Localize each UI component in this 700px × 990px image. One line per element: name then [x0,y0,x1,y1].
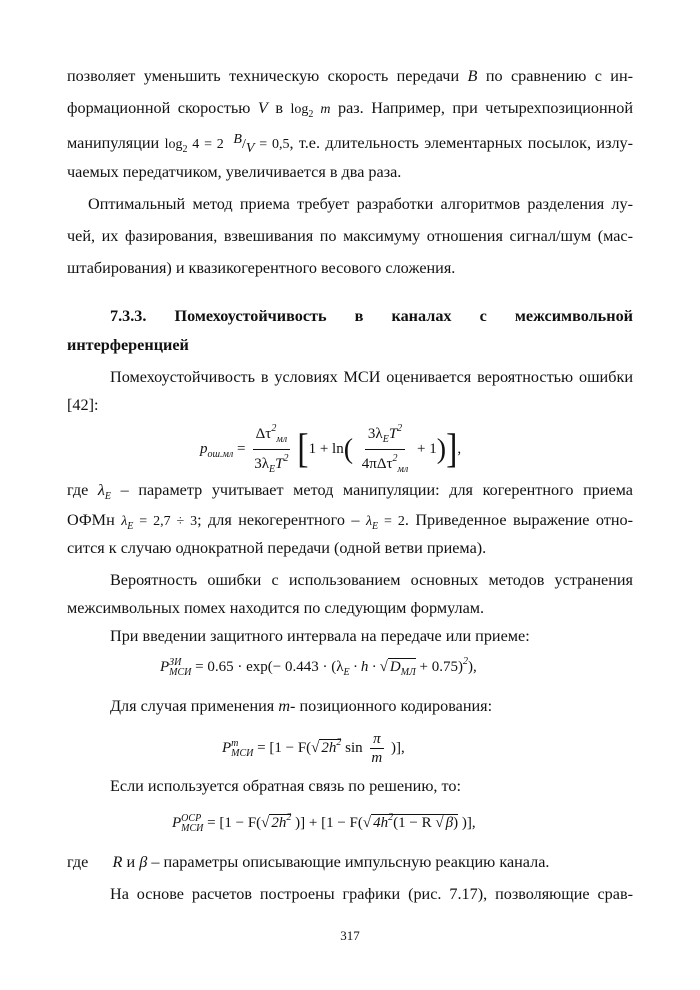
text-line: Оптимальный метод приема требует разработки алгоритмов разделения лу- [88,195,633,213]
text-line: Помехоустойчивость в условиях МСИ оценивается вероятностью ошибки [110,368,633,386]
text-line: Если используется обратная связь по решению, то: [110,777,461,795]
text-line: ОФМн $\lambda_E = 2,7 \div 3$; для некогерентного – $\lambda_E = 2$. Приведенное выражение отно- [67,511,633,532]
equation-positional-coding: P m МСИ = [1 − F(√ $2h^2$ sin $\frac{\pi}{m}$ )], [222,731,405,766]
inline-formula: $\log_2 4 = 2$ B/V = 0,5 [164,132,290,156]
text-line: сится к случаю однократной передачи (одной ветви приема). [67,539,487,557]
text-line: позволяет уменьшить техническую скорость передачи B по сравнению с ин- [67,67,634,85]
text-line: Вероятность ошибки с использованием основных методов устранения [110,571,633,589]
text-line: чаемых передатчиком, увеличивается в два раза. [67,163,402,181]
text-line: межсимвольных помех находится по следующим формулам. [67,599,485,617]
text-line: где R и β – параметры описывающие импульсную реакцию канала. [67,853,550,871]
section-heading: 7.3.3. Помехоустойчивость в каналах с межсимвольной [110,307,633,325]
text-line: манипуляции $\log_2 4 = 2$ B/V = 0,5, т.е. длительность элементарных посылок, излу- [67,132,634,156]
text-line: штабирования) и квазикогерентного весового сложения. [67,259,456,277]
text-line: формационной скоростью V в $\log_2 m$ раз. Например, при четырехпозиционной [67,99,634,120]
equation-decision-feedback: P ОСР МСИ = [1 − F(√ $2h^2$ )] + [1 − F(√ $4h^2(1 - R$ √ β) )], [172,812,476,834]
text-line: чей, их фазирования, взвешивания по максимуму отношения сигнал/шум (мас- [67,227,633,245]
text-line: Для случая применения m- позиционного кодирования: [110,697,493,715]
equation-error-probability: $p_{ош.мл}$ = $\frac{\Delta\tau^2_{мл}}{3\lambda_ET^2}$ [1 + ln( $\frac{3\lambda_ET^2}{4\pi\Delta\tau^2_{мл}}$ + 1)], [200,420,461,479]
equation-guard-interval: P ЗИ МСИ = $0.65 \cdot \exp(- 0.443 \cdot (\lambda_E \cdot h$ · √ $D_{МЛ} + 0.75)^2$), [160,656,477,678]
text-line: При введении защитного интервала на передаче или приеме: [110,627,530,645]
text-line: [42]: [67,396,99,414]
text-line: На основе расчетов построены графики (рис. 7.17), позволяющие срав- [110,885,633,903]
text-line: где $\lambda_E$ – параметр учитывает метод манипуляции: для когерентного приема [67,481,633,502]
page-number: 317 [340,928,360,943]
section-heading-line2: интерференцией [67,336,189,354]
